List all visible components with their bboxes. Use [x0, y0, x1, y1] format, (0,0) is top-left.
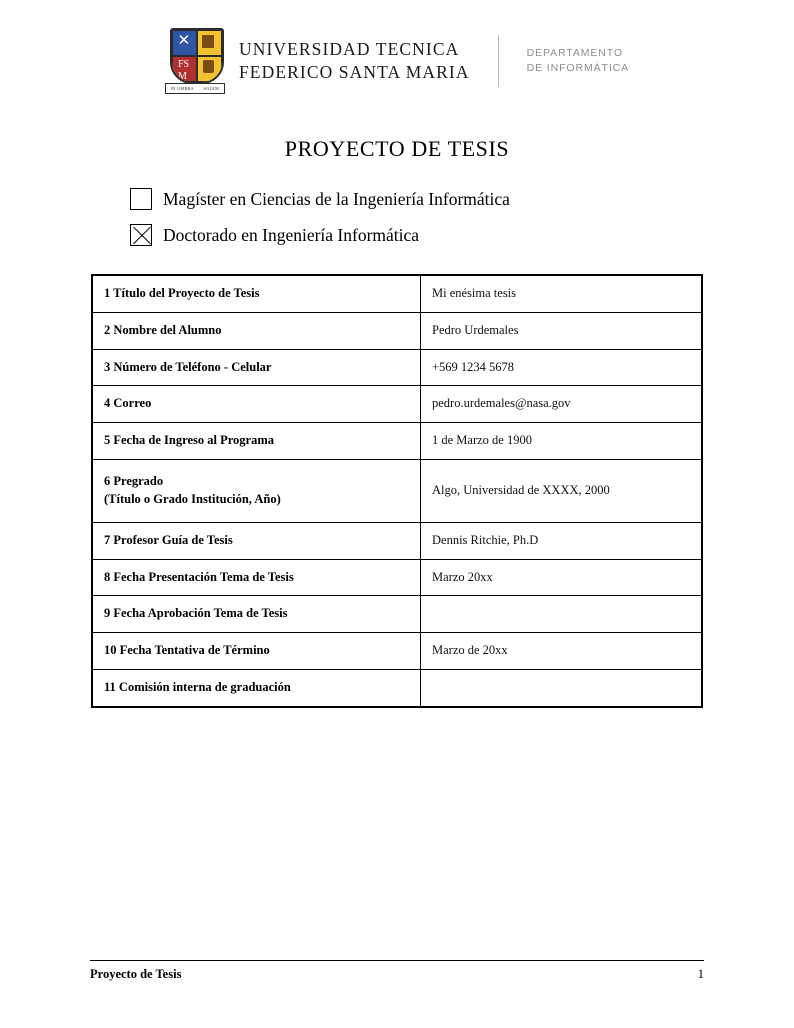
page-title: PROYECTO DE TESIS [284, 136, 510, 161]
option-label-doctorado: Doctorado en Ingeniería Informática [163, 224, 420, 245]
checkbox-magister[interactable] [130, 188, 152, 210]
row-label-fecha-aprobacion: 9 Fecha Aprobación Tema de Tesis [92, 596, 421, 633]
table-row [92, 275, 702, 312]
row-label-correo: 4 Correo [92, 386, 421, 423]
row-label-comision: 11 Comisión interna de graduación [92, 669, 421, 706]
row-label-titulo: 1 Título del Proyecto de Tesis [92, 275, 421, 312]
table-row [92, 312, 702, 349]
option-row-doctorado[interactable] [130, 224, 794, 246]
row-value-comision[interactable] [421, 669, 703, 706]
table-row [92, 669, 702, 706]
option-label-magister: Magíster en Ciencias de la Ingeniería Informática [163, 188, 510, 209]
row-label-pregrado-main: 6 Pregrado [104, 474, 164, 488]
table-row [92, 596, 702, 633]
program-options [130, 188, 794, 246]
row-label-fecha-termino: 10 Fecha Tentativa de Término [92, 633, 421, 670]
option-row-magister[interactable] [130, 188, 794, 210]
table-row [92, 633, 702, 670]
row-value-profesor-guia[interactable]: Dennis Ritchie, Ph.D [421, 522, 703, 559]
row-value-fecha-termino[interactable]: Marzo de 20xx [421, 633, 703, 670]
row-value-fecha-aprobacion[interactable] [421, 596, 703, 633]
footer-page-number: 1 [697, 967, 704, 981]
row-label-profesor-guia: 7 Profesor Guía de Tesis [92, 522, 421, 559]
department-line2: DE INFORMÁTICA [526, 62, 630, 74]
university-name-line2: FEDERICO SANTA MARIA [238, 62, 470, 82]
crest-ribbon-left: IN UMBRA [170, 86, 194, 91]
header-divider [498, 35, 499, 87]
university-name-line1: UNIVERSIDAD TECNICA [238, 38, 460, 59]
department-name [527, 46, 629, 76]
university-name [239, 38, 470, 84]
page-footer [90, 960, 704, 982]
thesis-project-table [91, 274, 703, 708]
letterhead [0, 0, 794, 94]
table-row [92, 559, 702, 596]
table-row [92, 459, 702, 522]
row-value-titulo[interactable]: Mi enésima tesis [421, 275, 703, 312]
row-value-pregrado[interactable]: Algo, Universidad de XXXX, 2000 [421, 459, 703, 522]
row-label-fecha-ingreso: 5 Fecha de Ingreso al Programa [92, 423, 421, 460]
row-label-nombre: 2 Nombre del Alumno [92, 312, 421, 349]
footer-title: Proyecto de Tesis [90, 967, 182, 981]
row-value-correo[interactable]: pedro.urdemales@nasa.gov [421, 386, 703, 423]
row-value-telefono[interactable]: +569 1234 5678 [421, 349, 703, 386]
table-row [92, 423, 702, 460]
row-label-pregrado-sub: (Título o Grado Institución, Año) [104, 491, 281, 506]
row-value-nombre[interactable]: Pedro Urdemales [421, 312, 703, 349]
table-row [92, 386, 702, 423]
row-value-fecha-ingreso[interactable]: 1 de Marzo de 1900 [421, 423, 703, 460]
department-line1: DEPARTAMENTO [526, 46, 623, 59]
checkbox-doctorado[interactable] [130, 224, 152, 246]
crest-ribbon-right: SOLEM [203, 86, 220, 91]
row-label-telefono: 3 Número de Teléfono - Celular [92, 349, 421, 386]
footer-divider [90, 960, 704, 961]
row-label-pregrado [92, 459, 421, 522]
row-value-fecha-presentacion[interactable]: Marzo 20xx [421, 559, 703, 596]
table-row [92, 349, 702, 386]
row-label-fecha-presentacion: 8 Fecha Presentación Tema de Tesis [92, 559, 421, 596]
university-crest-icon: ✕ FS M IN UMBRA SOLEM [165, 28, 225, 94]
table-row [92, 522, 702, 559]
